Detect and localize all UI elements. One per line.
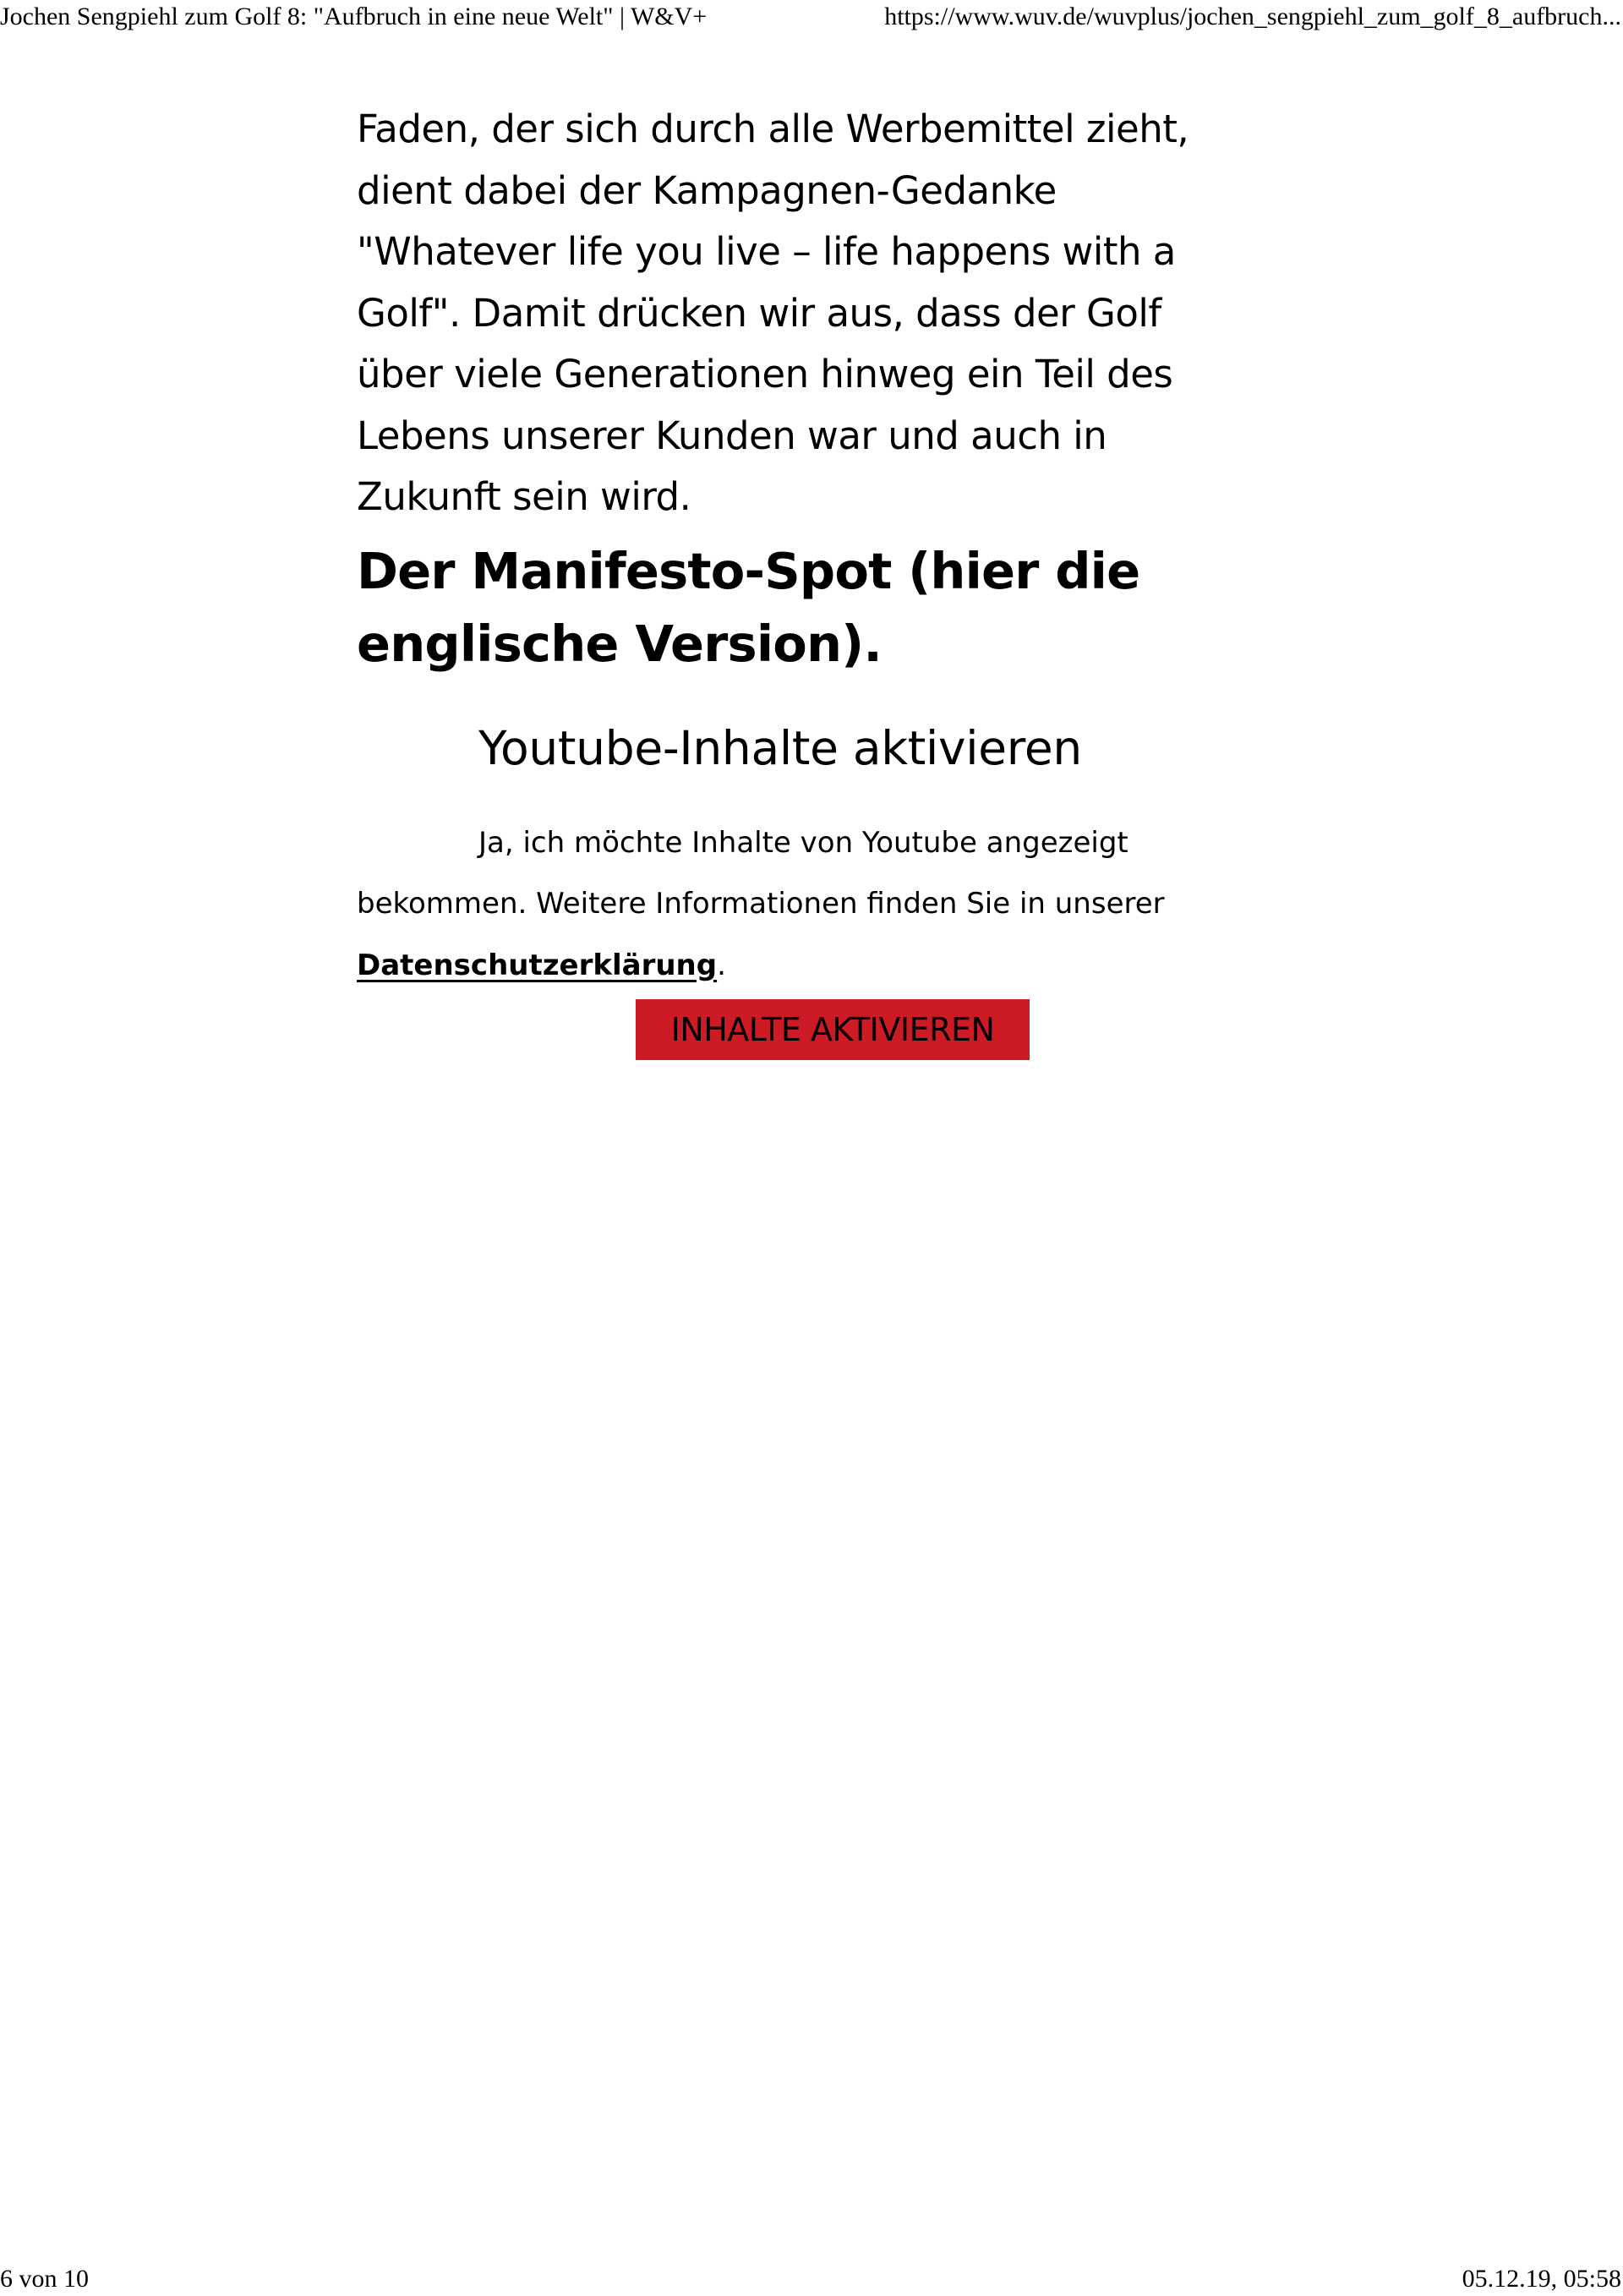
page-indicator: 6 von 10 (0, 2265, 89, 2293)
youtube-consent-box (357, 718, 1202, 1061)
print-header (0, 0, 1623, 34)
youtube-consent-title: Youtube-Inhalte aktivieren (478, 720, 1082, 775)
page-url: https://www.wuv.de/wuvplus/jochen_sengpiehl_zum_golf_8_aufbruch... (884, 3, 1621, 30)
youtube-consent-text-after: . (717, 948, 726, 982)
article-content (357, 99, 1202, 1060)
privacy-policy-link[interactable]: Datenschutzerklärung (357, 948, 718, 982)
youtube-consent-text (357, 812, 1202, 997)
button-row (357, 999, 1202, 1060)
print-datetime: 05.12.19, 05:58 (1462, 2265, 1621, 2293)
print-footer (0, 2262, 1623, 2296)
activate-content-button[interactable]: INHALTE AKTIVIEREN (636, 999, 1030, 1060)
article-subheading: Der Manifesto-Spot (hier die englische Version). (357, 541, 1140, 673)
youtube-consent-text-before: Ja, ich möchte Inhalte von Youtube angezeigt bekommen. Weitere Informationen finden Sie in unserer (357, 825, 1165, 921)
page-title: Jochen Sengpiehl zum Golf 8: "Aufbruch in eine neue Welt" | W&V+ (0, 3, 708, 30)
article-paragraph: Faden, der sich durch alle Werbemittel zieht, dient dabei der Kampagnen-Gedanke "Whatever life you live – life happens with a Golf". Damit drücken wir aus, dass der Golf über viele Generationen hinweg ein Teil des Lebens unserer Kunden war und auch in Zukunft sein wird. (357, 107, 1189, 519)
